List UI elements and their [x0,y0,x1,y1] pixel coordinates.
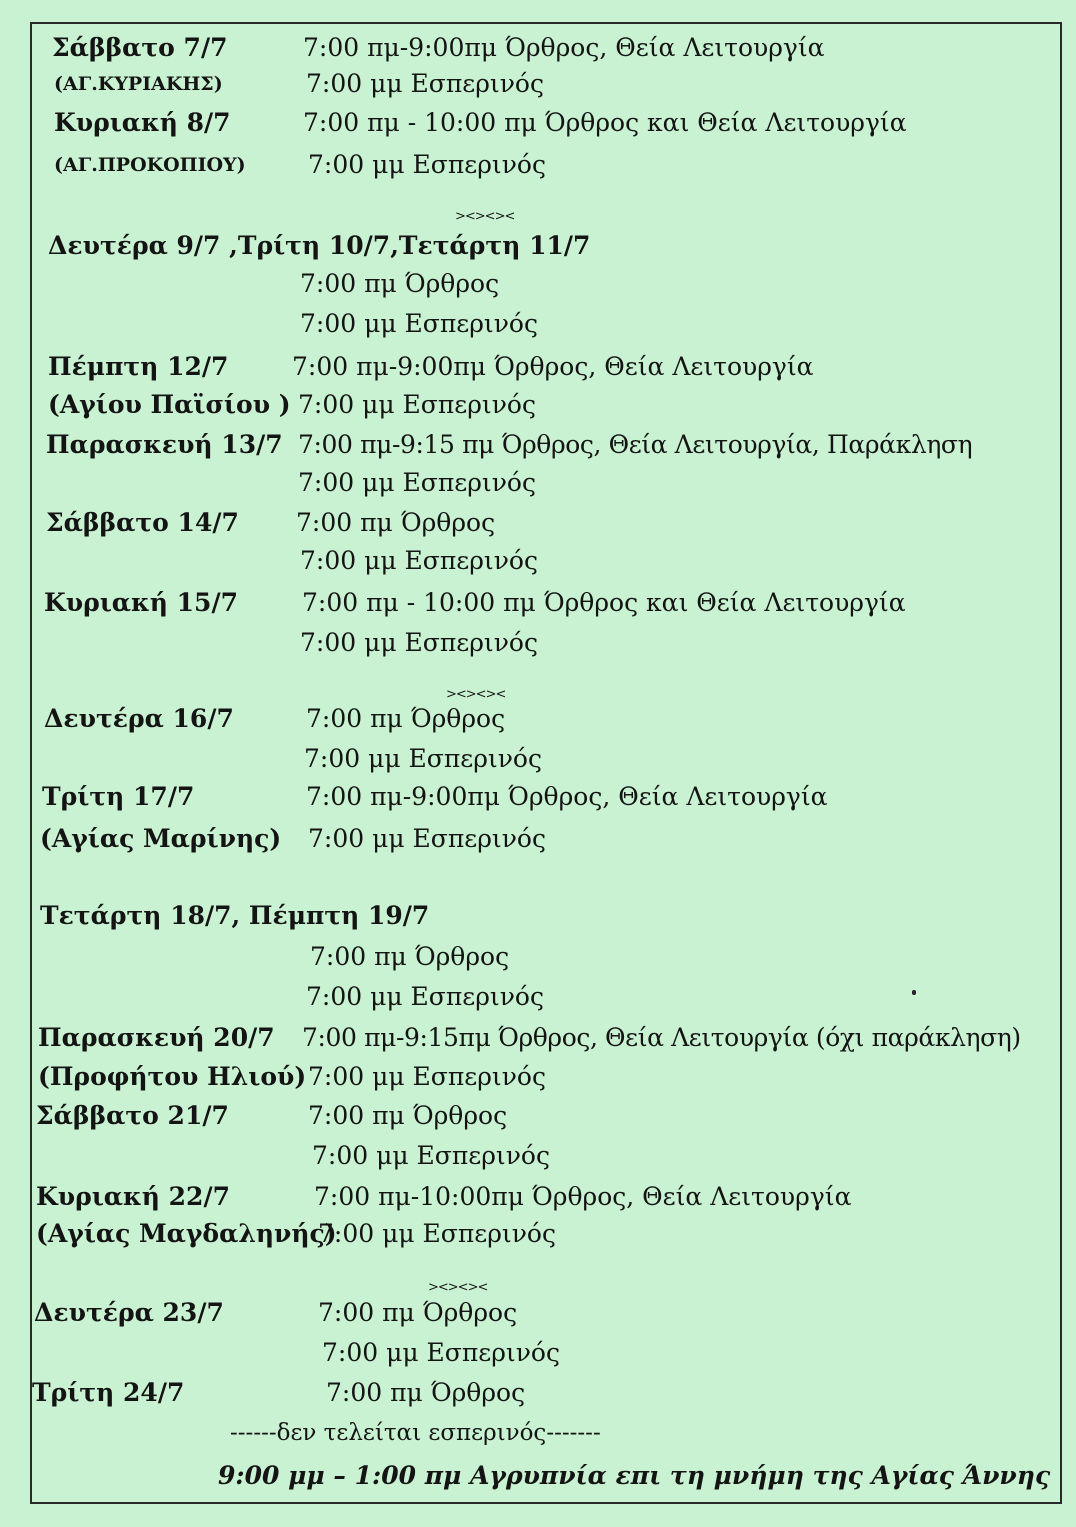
day-label: Σάββατο 14/7 [46,508,239,537]
day-label: Κυριακή 15/7 [44,588,238,617]
service-text: 7:00 πμ Όρθρος [326,1378,526,1407]
separator: ><><>< [455,209,515,224]
service-text: 7:00 πμ - 10:00 πμ Όρθρος και Θεία Λειτουργία [302,588,906,617]
service-text: 7:00 μμ Εσπερινός [298,468,536,497]
service-text: 7:00 πμ-10:00πμ Όρθρος, Θεία Λειτουργία [314,1182,852,1211]
service-text: 7:00 πμ-9:15πμ Όρθρος, Θεία Λειτουργία (όχι παράκληση) [302,1023,1021,1052]
service-text: 7:00 πμ Όρθρος [308,1101,508,1130]
day-label: (ΑΓ.ΚΥΡΙΑΚΗΣ) [54,73,223,95]
service-text: 7:00 πμ Όρθρος [300,269,500,298]
service-text: 7:00 πμ Όρθρος [310,942,510,971]
day-label: Πέμπτη 12/7 [48,352,229,381]
stray-dot [912,990,916,995]
service-text: 7:00 μμ Εσπερινός [322,1338,560,1367]
service-text: 7:00 πμ Όρθρος [306,704,506,733]
service-text: 7:00 μμ Εσπερινός [304,744,542,773]
day-label: (Προφήτου Ηλιού) [38,1062,307,1091]
day-label: Κυριακή 22/7 [36,1182,230,1211]
service-text: 7:00 μμ Εσπερινός [298,390,536,419]
service-text: 7:00 πμ Όρθρος [318,1298,518,1327]
service-text: 7:00 μμ Εσπερινός [300,309,538,338]
separator: ><><>< [446,687,506,702]
vigil-note: 9:00 μμ – 1:00 πμ Αγρυπνία επι τη μνήμη της Αγίας Άννης [218,1461,1051,1490]
service-text: 7:00 πμ - 10:00 πμ Όρθρος και Θεία Λειτουργία [303,108,907,137]
no-vespers-note: ------δεν τελείται εσπερινός------- [230,1420,601,1446]
service-text: 7:00 μμ Εσπερινός [318,1219,556,1248]
day-label: Δευτέρα 9/7 ,Τρίτη 10/7,Τετάρτη 11/7 [48,231,591,260]
day-label: Τετάρτη 18/7, Πέμπτη 19/7 [40,901,430,930]
service-text: 7:00 μμ Εσπερινός [300,546,538,575]
day-label: (Αγίας Μαγδαληνής) [36,1219,337,1248]
day-label: (Αγίας Μαρίνης) [40,824,282,853]
service-text: 7:00 πμ-9:00πμ Όρθρος, Θεία Λειτουργία [303,33,825,62]
day-label: (Αγίου Παϊσίου ) [48,390,291,419]
service-text: 7:00 πμ-9:15 πμ Όρθρος, Θεία Λειτουργία, Παράκληση [298,430,973,459]
day-label: Τρίτη 17/7 [42,782,195,811]
service-text: 7:00 πμ-9:00πμ Όρθρος, Θεία Λειτουργία [306,782,828,811]
service-text: 7:00 πμ-9:00πμ Όρθρος, Θεία Λειτουργία [292,352,814,381]
service-text: 7:00 μμ Εσπερινός [306,982,544,1011]
service-text: 7:00 μμ Εσπερινός [308,150,546,179]
day-label: Παρασκευή 13/7 [46,430,283,459]
service-text: 7:00 μμ Εσπερινός [312,1141,550,1170]
separator: ><><>< [428,1280,488,1295]
service-text: 7:00 μμ Εσπερινός [308,1062,546,1091]
service-text: 7:00 μμ Εσπερινός [300,628,538,657]
day-label: Σάββατο 7/7 [52,33,228,62]
day-label: Παρασκευή 20/7 [38,1023,275,1052]
day-label: (ΑΓ.ΠΡΟΚΟΠΙΟΥ) [54,154,246,176]
day-label: Τρίτη 24/7 [32,1378,185,1407]
service-text: 7:00 μμ Εσπερινός [306,69,544,98]
day-label: Κυριακή 8/7 [54,108,231,137]
day-label: Δευτέρα 23/7 [34,1298,224,1327]
service-text: 7:00 μμ Εσπερινός [308,824,546,853]
day-label: Δευτέρα 16/7 [44,704,234,733]
service-text: 7:00 πμ Όρθρος [296,508,496,537]
day-label: Σάββατο 21/7 [36,1101,229,1130]
